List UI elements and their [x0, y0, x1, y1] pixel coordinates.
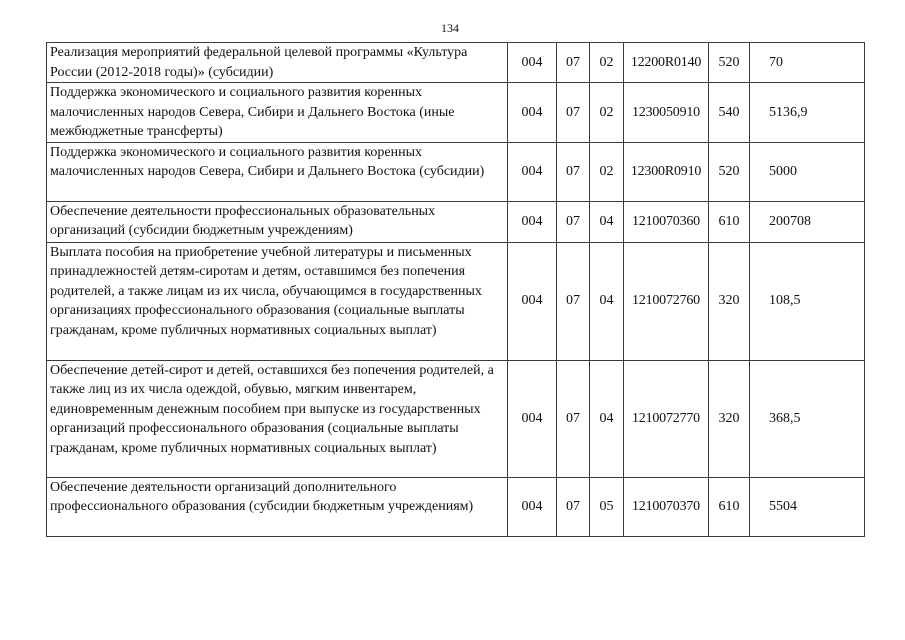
amount: 5136,9: [750, 83, 865, 143]
row-description: Поддержка экономического и социального развития коренных малочисленных народов Севера, Сибири и Дальнего Востока (иные межбюджетные трансферты): [47, 83, 508, 143]
page-number: 134: [441, 21, 459, 35]
table-row: [47, 201, 865, 242]
expense-type-code: 610: [709, 477, 750, 536]
table-row: [47, 142, 865, 201]
expense-type-code: 320: [709, 242, 750, 360]
row-description: Поддержка экономического и социального развития коренных малочисленных народов Севера, Сибири и Дальнего Востока (субсидии): [47, 142, 508, 201]
ministry-code: 004: [508, 43, 557, 83]
target-article-code: 1230050910: [624, 83, 709, 143]
expense-type-code: 610: [709, 201, 750, 242]
table-row: [47, 360, 865, 477]
amount: 5504: [750, 477, 865, 536]
expense-type-code: 520: [709, 43, 750, 83]
target-article-code: 12200R0140: [624, 43, 709, 83]
ministry-code: 004: [508, 242, 557, 360]
section-code: 07: [557, 83, 590, 143]
subsection-code: 02: [590, 83, 624, 143]
section-code: 07: [557, 201, 590, 242]
target-article-code: 1210072770: [624, 360, 709, 477]
subsection-code: 02: [590, 142, 624, 201]
subsection-code: 02: [590, 43, 624, 83]
ministry-code: 004: [508, 360, 557, 477]
row-description: Обеспечение деятельности организаций дополнительного профессионального образования (субсидии бюджетным учреждениям): [47, 477, 508, 536]
subsection-code: 04: [590, 242, 624, 360]
table-row: [47, 83, 865, 143]
target-article-code: 12300R0910: [624, 142, 709, 201]
row-description: Обеспечение деятельности профессиональных образовательных организаций (субсидии бюджетным учреждениям): [47, 201, 508, 242]
section-code: 07: [557, 242, 590, 360]
ministry-code: 004: [508, 477, 557, 536]
ministry-code: 004: [508, 83, 557, 143]
amount: 108,5: [750, 242, 865, 360]
amount: 5000: [750, 142, 865, 201]
subsection-code: 04: [590, 360, 624, 477]
ministry-code: 004: [508, 142, 557, 201]
target-article-code: 1210072760: [624, 242, 709, 360]
amount: 200708: [750, 201, 865, 242]
table-row: [47, 43, 865, 83]
table-row: [47, 242, 865, 360]
target-article-code: 1210070360: [624, 201, 709, 242]
budget-table: [46, 42, 865, 537]
ministry-code: 004: [508, 201, 557, 242]
row-description: Обеспечение детей-сирот и детей, оставшихся без попечения родителей, а также лиц из их числа одеждой, обувью, мягким инвентарем, единовременным денежным пособием при выпуске из государственных организаций профессионального образования (социальные выплаты гражданам, кроме публичных нормативных социальных выплат): [47, 360, 508, 477]
expense-type-code: 520: [709, 142, 750, 201]
amount: 368,5: [750, 360, 865, 477]
expense-type-code: 540: [709, 83, 750, 143]
subsection-code: 05: [590, 477, 624, 536]
row-description: Выплата пособия на приобретение учебной литературы и письменных принадлежностей детям-сиротам и детям, оставшимся без попечения родителей, а также лицам из их числа, обучающимся в государственных организациях профессионального образования (социальные выплаты гражданам, кроме публичных нормативных социальных выплат): [47, 242, 508, 360]
subsection-code: 04: [590, 201, 624, 242]
expense-type-code: 320: [709, 360, 750, 477]
section-code: 07: [557, 43, 590, 83]
row-description: Реализация мероприятий федеральной целевой программы «Культура России (2012-2018 годы)» (субсидии): [47, 43, 508, 83]
table-row: [47, 477, 865, 536]
section-code: 07: [557, 142, 590, 201]
section-code: 07: [557, 360, 590, 477]
amount: 70: [750, 43, 865, 83]
section-code: 07: [557, 477, 590, 536]
target-article-code: 1210070370: [624, 477, 709, 536]
